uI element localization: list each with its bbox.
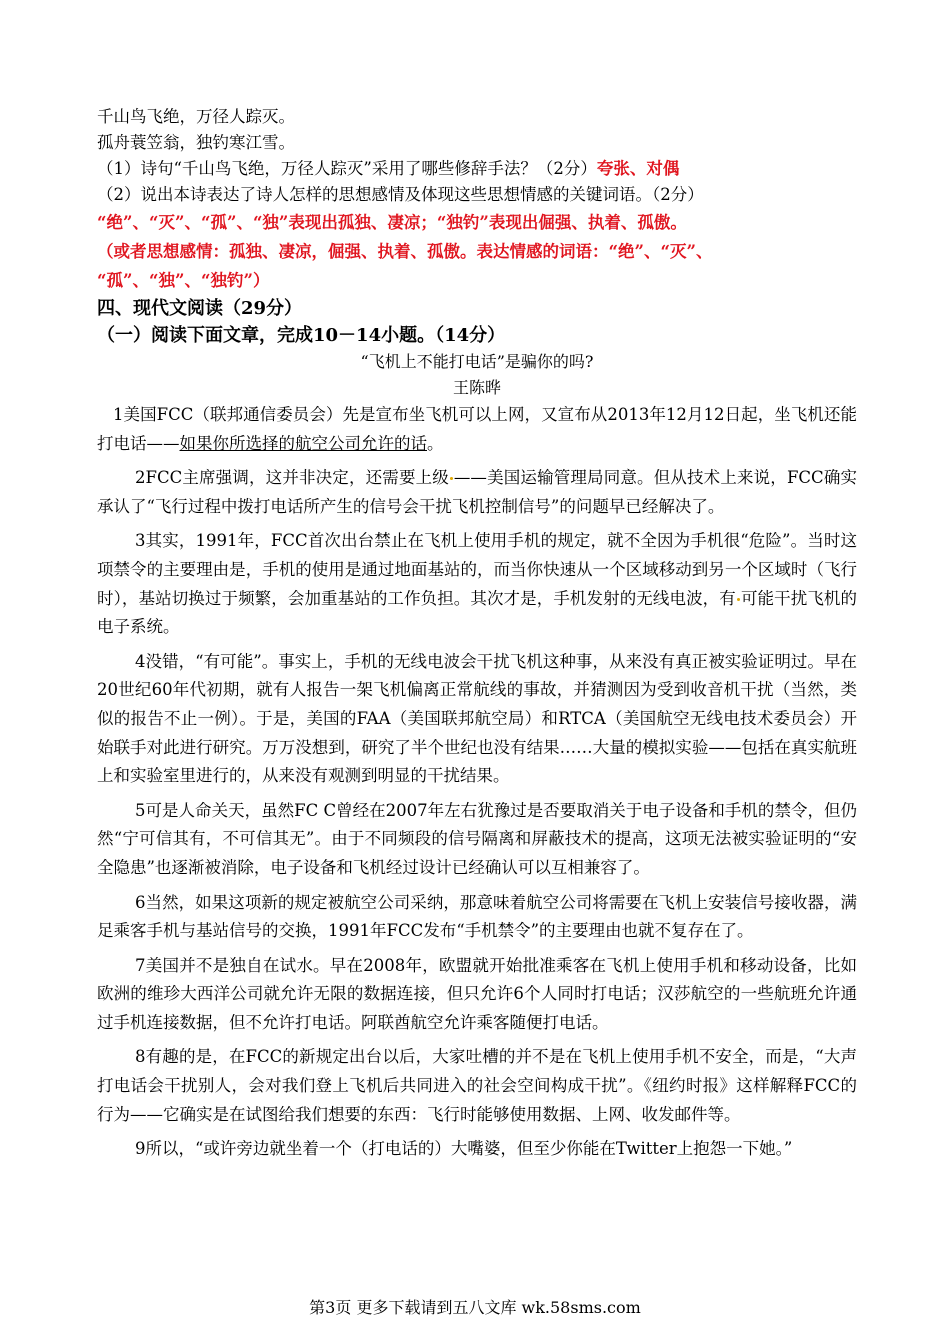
question-2-answer-line-1: “绝”、“灭”、“孤”、“独”表现出孤独、凄凉；“独钓”表现出倔强、执着、孤傲。: [97, 213, 687, 232]
article-author: 王陈晔: [452, 378, 501, 397]
article-paragraph-5: 5可是人命关天，虽然FC C曾经在2007年左右犹豫过是否要取消关于电子设备和手机的禁令，但仍然“宁可信其有，不可信其无”。由于不同频段的信号隔离和屏蔽技术的提高，这项无法被实验证明的“安全隐患”也逐渐被消除，电子设备和飞机经过设计已经确认可以互相兼容了。: [97, 800, 857, 877]
page-content: [97, 104, 857, 1164]
paragraph-1-underlined: 如果你所选择的航空公司允许的话: [179, 433, 427, 453]
article-title: “飞机上不能打电话”是骗你的吗?: [360, 352, 594, 371]
article-paragraph-2: [97, 464, 857, 521]
marker-dot-2: [737, 598, 740, 601]
paragraph-3-text-b: 可能干扰飞机的电子系统。: [97, 588, 858, 637]
article-paragraph-7: 7美国并不是独自在试水。早在2008年，欧盟就开始批准乘客在飞机上使用手机和移动设备，比如欧洲的维珍大西洋公司就允许无限的数据连接，但只允许6个人同时打电话；汉莎航空的一些航班允许通过手机连接数据，但不允许打电话。阿联酋航空允许乘客随便打电话。: [97, 955, 857, 1032]
question-2-answer-line-3: “孤”、“独”、“独钓”）: [97, 271, 270, 290]
paragraph-3-text-a: 3其实，1991年，FCC首次出台禁止在飞机上使用手机的规定，就不全因为手机很“危险”。当时这项禁令的主要理由是，手机的使用是通过地面基站的，而当你快速从一个区域移动到另一个区域时（飞行时），基站切换过于频繁，会加重基站的工作负担。其次才是，手机发射的无线电波，有: [97, 531, 857, 608]
article-paragraph-1: [97, 401, 857, 458]
paragraph-2-text-b: ——美国运输管理局同意。但从技术上来说，FCC确实承认了“飞行过程中拨打电话所产生的信号会干扰飞机控制信号”的问题早已经解决了。: [97, 468, 857, 516]
question-2: （2）说出本诗表达了诗人怎样的思想感情及体现这些思想情感的关键词语。（2分）: [97, 185, 704, 204]
poem-line-1: 千山鸟飞绝，万径人踪灭。: [97, 107, 295, 126]
question-2-answer-line-2: （或者思想感情：孤独、凄凉，倔强、执着、孤傲。表达情感的词语：“绝”、“灭”、: [97, 242, 713, 261]
paragraph-1-text: 1美国FCC（联邦通信委员会）先是宣布坐飞机可以上网，又宣布从2013年12月12日起，坐飞机还能打电话——: [97, 405, 857, 453]
question-1-text: （1）诗句“千山鸟飞绝，万径人踪灭”采用了哪些修辞手法？（2分）: [97, 159, 597, 178]
article-paragraph-6: 6当然，如果这项新的规定被航空公司采纳，那意味着航空公司将需要在飞机上安装信号接收器，满足乘客手机与基站信号的交换，1991年FCC发布“手机禁令”的主要理由也就不复存在了。: [97, 892, 857, 941]
question-1: [97, 156, 857, 182]
article-paragraph-4: 4没错，“有可能”。事实上，手机的无线电波会干扰飞机这种事，从来没有真正被实验证明过。早在20世纪60年代初期，就有人报告一架飞机偏离正常航线的事故，并猜测因为受到收音机干扰（当然，类似的报告不止一例）。于是，美国的FAA（美国联邦航空局）和RTCA（美国航空无线电技术委员会）开始联手对此进行研究。万万没想到，研究了半个世纪也没有结果……大量的模拟实验——包括在真实航班上和实验室里进行的，从来没有观测到明显的干扰结果。: [97, 651, 857, 786]
section-title: 四、现代文阅读（29分）: [97, 298, 303, 319]
paragraph-2-text-a: 2FCC主席强调，这并非决定，还需要上级: [135, 468, 449, 488]
article-paragraph-3: [97, 527, 857, 641]
marker-dot: [450, 477, 453, 480]
question-1-answer: 夸张、对偶: [596, 159, 680, 178]
article-paragraph-9: 9所以，“或许旁边就坐着一个（打电话的）大嘴婆，但至少你能在Twitter上抱怨一下她。”: [135, 1139, 793, 1159]
article-paragraph-8: 8有趣的是，在FCC的新规定出台以后，大家吐槽的并不是在飞机上使用手机不安全，而是，“大声打电话会干扰别人，会对我们登上飞机后共同进入的社会空间构成干扰”。《纽约时报》这样解释FCC的行为——它确实是在试图给我们想要的东西：飞行时能够使用数据、上网、收发邮件等。: [97, 1047, 857, 1124]
page-footer: 第3页 更多下载请到五八文库 wk.58sms.com: [309, 1298, 641, 1317]
paragraph-1-end: 。: [427, 433, 444, 453]
section-subtitle: （一）阅读下面文章，完成10－14小题。（14分）: [97, 325, 506, 346]
poem-line-2: 孤舟蓑笠翁，独钓寒江雪。: [97, 133, 295, 152]
